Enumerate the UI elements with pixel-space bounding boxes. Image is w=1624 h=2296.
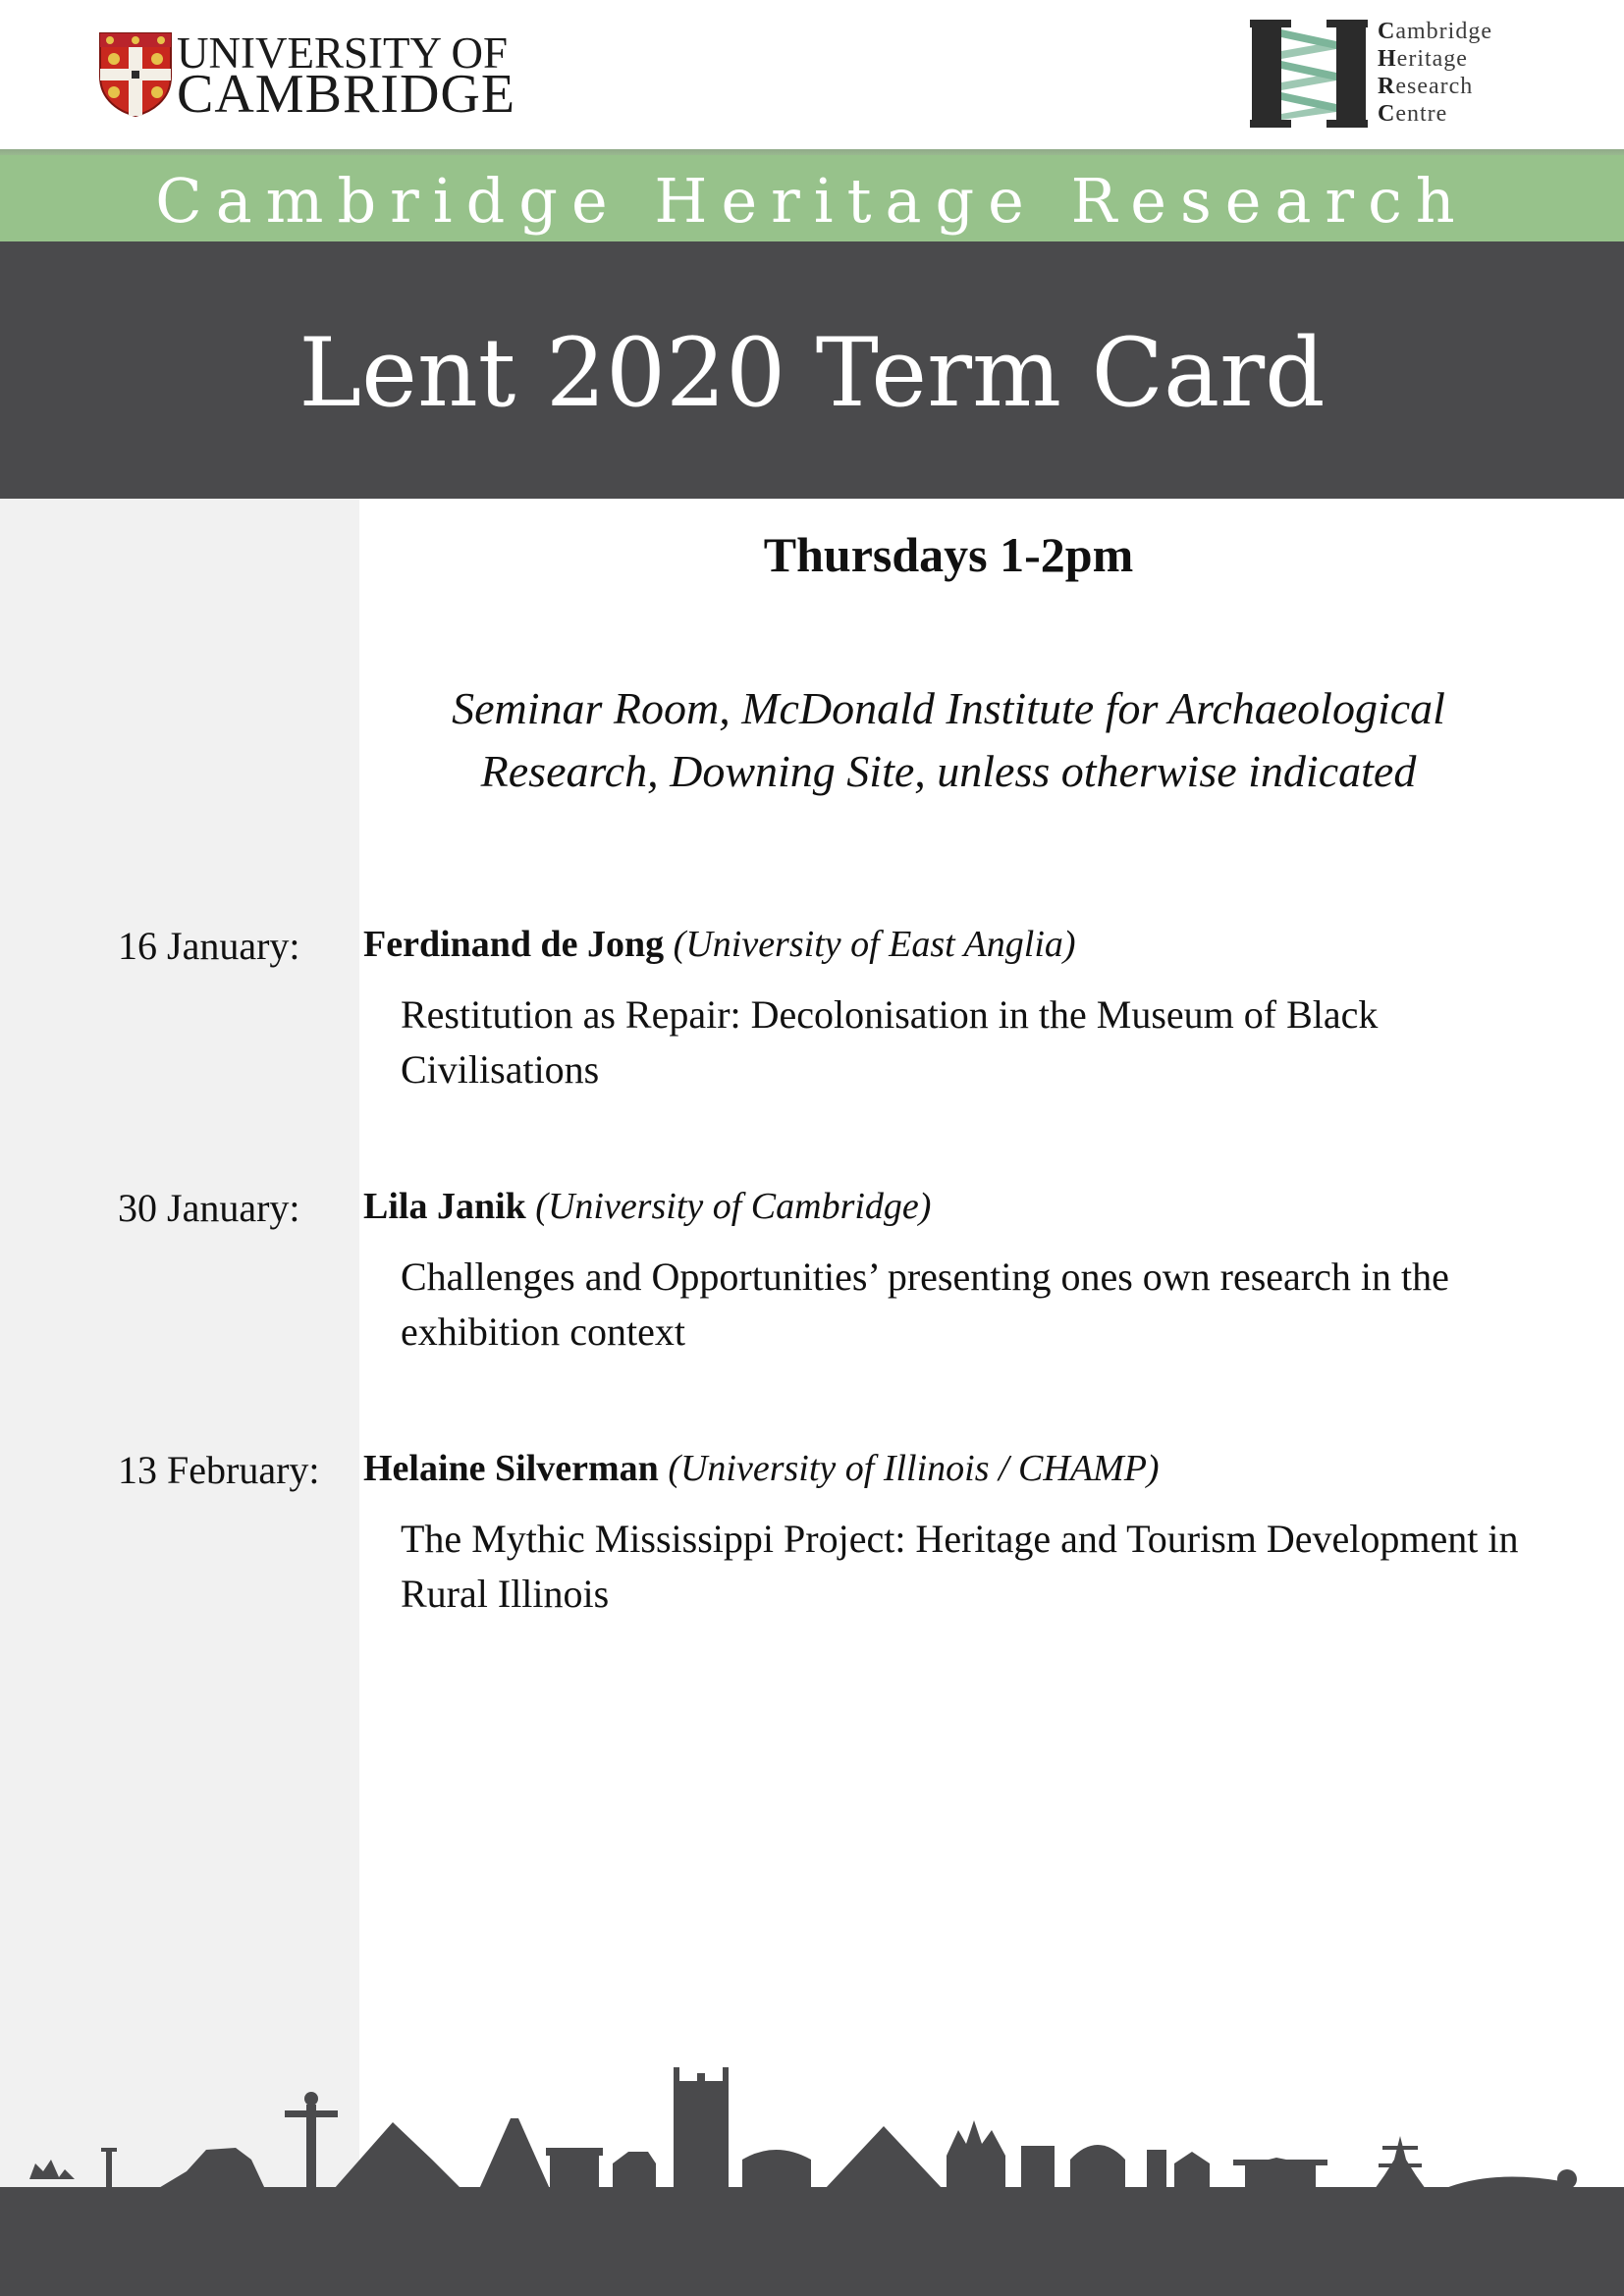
chrc-line-1: Cambridge <box>1378 19 1492 44</box>
event-talk-title: Challenges and Opportunities’ presenting ones own research in the exhibition context <box>401 1255 1449 1354</box>
event-speaker-line <box>363 923 1076 966</box>
event-talk-title: The Mythic Mississippi Project: Heritage and Tourism Development in Rural Illinois <box>401 1517 1519 1616</box>
world-landmarks-skyline <box>0 2061 1624 2189</box>
event-date: 16 January: <box>118 924 300 968</box>
event-affiliation: (University of Cambridge) <box>535 1186 932 1227</box>
event-date: 30 January: <box>118 1186 300 1230</box>
chrc-logo <box>1250 18 1544 133</box>
cambridge-shield-icon <box>98 31 173 118</box>
chrc-wordmark <box>1378 18 1492 128</box>
chrc-line-2: Heritage <box>1378 46 1468 72</box>
event-talk-title: Restitution as Repair: Decolonisation in the Museum of Black Civilisations <box>401 992 1379 1092</box>
event-date: 13 February: <box>118 1448 320 1492</box>
chrc-line-4: Centre <box>1378 101 1448 127</box>
event-speaker: Ferdinand de Jong <box>363 924 665 965</box>
chrc-line-3: Research <box>1378 74 1474 99</box>
left-sidebar <box>0 499 359 2296</box>
centre-banner <box>0 155 1624 241</box>
event-speaker: Helaine Silverman <box>363 1448 659 1489</box>
event-speaker-line <box>363 1447 1160 1490</box>
chrc-h-icon <box>1250 18 1368 131</box>
university-wordmark <box>177 28 516 125</box>
event-speaker: Lila Janik <box>363 1186 526 1227</box>
page-footer <box>0 2187 1624 2296</box>
event-affiliation: (University of Illinois / CHAMP) <box>668 1448 1160 1489</box>
title-band <box>0 241 1624 499</box>
seminar-time: Thursdays 1-2pm <box>763 527 1134 582</box>
uc-line-1: UNIVERSITY OF <box>177 28 509 78</box>
centre-banner-text: Cambridge Heritage Research <box>155 165 1469 237</box>
seminar-venue: Seminar Room, McDonald Institute for Archaeological Research, Downing Site, unless otherwise indicated <box>452 683 1445 796</box>
page-header <box>0 0 1624 149</box>
event-affiliation: (University of East Anglia) <box>673 924 1076 965</box>
uc-line-2: CAMBRIDGE <box>177 64 516 125</box>
event-speaker-line <box>363 1185 931 1228</box>
page-title: Lent 2020 Term Card <box>298 318 1326 428</box>
